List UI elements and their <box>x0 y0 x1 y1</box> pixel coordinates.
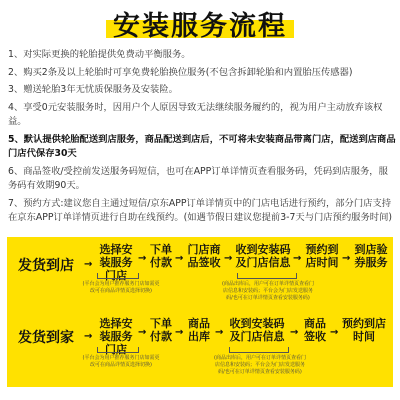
flow-step: 预约到店时间 <box>305 243 339 269</box>
flow-panel <box>7 237 393 387</box>
rules-list <box>8 48 396 229</box>
flow-step: 门店商品签收 <box>187 243 221 269</box>
flow-step: 商品签收 <box>304 317 326 343</box>
flow-step: 下单付款 <box>150 317 172 343</box>
arrow-icon: → <box>175 327 184 338</box>
rule-item: 5、默认提供轮胎配送到店服务，商品配送到店后，不可将未安装商品带离门店，配送到店商品门店代保存30天 <box>8 133 396 159</box>
flow-start-label: 发货到店 <box>18 258 74 274</box>
flow-note: (商品出库后，用户可在订单详情页查看门店信息和安装码；平台会为门店发送服务码/也可在订单详情页查看安装服务码) <box>222 281 314 301</box>
flow-step: 选择安装服务门店 <box>99 243 133 282</box>
bracket-line <box>97 273 139 279</box>
rule-item: 2、购买2条及以上轮胎时可享免费轮胎换位服务(不包含拆卸轮胎和内置胎压传感器) <box>8 66 353 78</box>
arrow-icon: → <box>84 259 93 270</box>
bracket-line <box>97 347 139 353</box>
flow-step: 选择安装服务门店 <box>99 317 133 356</box>
arrow-icon: → <box>342 253 351 264</box>
arrow-icon: → <box>138 327 147 338</box>
flow-step: 到店验券服务 <box>354 243 388 269</box>
flow-step: 收到安装码及门店信息 <box>235 243 291 269</box>
rule-item: 4、享受0元安装服务时，因用户个人原因导致无法继续服务履约的，视为用户主动放弃该权益。 <box>8 101 383 127</box>
arrow-icon: → <box>215 327 224 338</box>
arrow-icon: → <box>293 253 302 264</box>
title-area <box>0 0 400 44</box>
arrow-icon: → <box>330 327 339 338</box>
flow-step: 商品出库 <box>188 317 210 343</box>
arrow-icon: → <box>84 331 93 342</box>
flow-home <box>7 317 393 391</box>
bracket-line <box>229 347 289 353</box>
arrow-icon: → <box>138 253 147 264</box>
arrow-icon: → <box>224 253 233 264</box>
rule-item: 6、商品签收/受控前发送服务码短信，也可在APP订单详情页查看服务码，凭码到店服务，服务码有效期90天。 <box>8 165 388 191</box>
flow-step: 下单付款 <box>150 243 172 269</box>
arrow-icon: → <box>175 253 184 264</box>
rule-item: 1、对实际更换的轮胎提供免费动平衡服务。 <box>8 49 191 60</box>
rule-item: 3、赠送轮胎3年无忧质保服务及安装险。 <box>8 84 178 95</box>
bracket-line <box>237 273 297 279</box>
flow-note: (平台会为用户推荐服务门店如需更改可在商品详情页选择切换) <box>82 281 160 294</box>
flow-store <box>7 243 393 317</box>
flow-note: (商品出库后，用户可在订单详情页查看门店信息和安装码；平台会为门店发送服务码/也可在订单详情页查看安装服务码) <box>214 355 306 375</box>
flow-step: 预约到店时间 <box>342 317 386 343</box>
flow-step: 收到安装码及门店信息 <box>229 317 285 343</box>
arrow-icon: → <box>290 327 299 338</box>
rule-item: 7、预约方式:建议您自主通过短信/京东APP订单详情页中的门店电话进行预约，部分门店支持在京东APP订单详情页进行自助在线预约。(如遇节假日建议您提前3-7天与门店预约服务时间) <box>8 197 392 223</box>
flow-note: (平台会为用户推荐服务门店如需更改可在商品详情页选择切换) <box>82 355 160 368</box>
flow-start-label: 发货到家 <box>18 330 74 346</box>
page-title: 安装服务流程 <box>113 11 287 42</box>
